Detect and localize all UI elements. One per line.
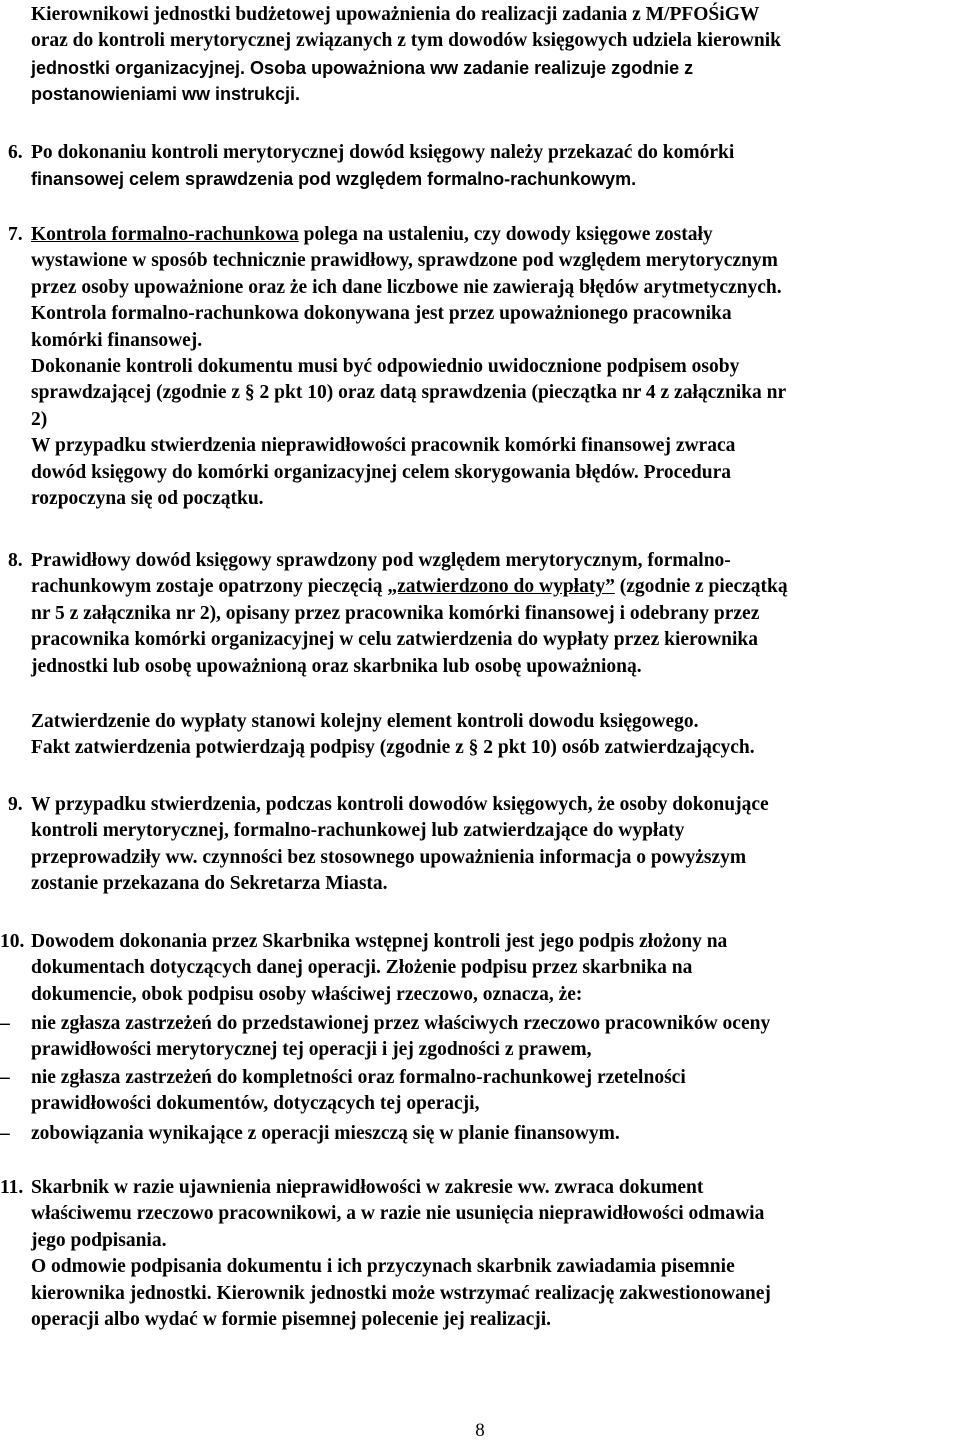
point-7	[31, 222, 956, 512]
point-8-number: 8.	[8, 550, 23, 571]
point-9-line-4: zostanie przekazana do Sekretarza Miasta.	[31, 873, 388, 895]
intro-line-4: postanowieniami ww instrukcji.	[31, 84, 301, 105]
point-10-dash-2	[31, 1065, 956, 1118]
point-7-underlined-term: Kontrola formalno-rachunkowa	[31, 224, 299, 245]
page-number: 8	[475, 1420, 485, 1441]
point-11-number: 11.	[0, 1177, 24, 1198]
point-7-line-9: W przypadku stwierdzenia nieprawidłowości pracownik komórki finansowej zwraca	[31, 435, 736, 457]
point-10-line-1: Dowodem dokonania przez Skarbnika wstępnej kontroli jest jego podpis złożony na	[31, 931, 728, 952]
point-10-dash-3	[31, 1121, 956, 1147]
dash-1-line-1: nie zgłasza zastrzeżeń do przedstawionej przez właściwych rzeczowo pracowników oceny	[31, 1013, 771, 1034]
point-6-number: 6.	[8, 142, 23, 163]
point-7-line-2: wystawione w sposób technicznie prawidłowy, sprawdzone pod względem merytorycznym	[31, 250, 778, 272]
point-10-line-2: dokumentach dotyczących danej operacji. Złożenie podpisu przez skarbnika na	[31, 957, 693, 979]
point-7-line-11: rozpoczyna się od początku.	[31, 488, 264, 510]
point-8-line-4: pracownika komórki organizacyjnej w celu zatwierdzenia do wypłaty przez kierownika	[31, 629, 759, 651]
dash-2: –	[0, 1067, 10, 1088]
point-9	[31, 792, 956, 898]
dash-3-line-1: zobowiązania wynikające z operacji mieszczą się w planie finansowym.	[31, 1123, 620, 1144]
dash-1-line-2: prawidłowości merytorycznej tej operacji i jej zgodności z prawem,	[31, 1039, 592, 1061]
point-6	[31, 140, 956, 193]
point-8-line-3: nr 5 z załącznika nr 2), opisany przez pracownika komórki finansowej i odebrany przez	[31, 602, 760, 624]
point-10	[31, 929, 956, 1008]
dash-2-line-2: prawidłowości dokumentów, dotyczących tej operacji,	[31, 1093, 480, 1115]
point-7-line-7: sprawdzającej (zgodnie z § 2 pkt 10) oraz datą sprawdzenia (pieczątka nr 4 z załącznika nr	[31, 382, 787, 404]
point-11-line-4: O odmowie podpisania dokumentu i ich przyczynach skarbnik zawiadamia pisemnie	[31, 1256, 735, 1278]
point-6-line-2: finansowej celem sprawdzenia pod względem formalno-rachunkowym.	[31, 169, 637, 190]
point-7-line-1: Kontrola formalno-rachunkowa polega na ustaleniu, czy dowody księgowe zostały	[31, 224, 713, 245]
point-9-line-2: kontroli merytorycznej, formalno-rachunkowej lub zatwierdzające do wypłaty	[31, 820, 685, 842]
point-7-line-8: 2)	[31, 408, 48, 430]
point-10-number: 10.	[0, 931, 25, 952]
point-11-line-1: Skarbnik w razie ujawnienia nieprawidłowości w zakresie ww. zwraca dokument	[31, 1177, 704, 1198]
point-7-number: 7.	[8, 224, 23, 245]
point-11	[31, 1175, 956, 1333]
point-8-approval	[31, 709, 956, 762]
point-8-line-1: Prawidłowy dowód księgowy sprawdzony pod względem merytorycznym, formalno-	[31, 550, 731, 571]
point-9-line-1: W przypadku stwierdzenia, podczas kontroli dowodów księgowych, że osoby dokonujące	[31, 794, 769, 815]
point-11-line-2: właściwemu rzeczowo pracownikowi, a w razie nie usunięcia nieprawidłowości odmawia	[31, 1203, 765, 1225]
point-11-line-6: operacji albo wydać w formie pisemnej polecenie jej realizacji.	[31, 1309, 552, 1331]
point-7-line-6: Dokonanie kontroli dokumentu musi być odpowiednio uwidocznione podpisem osoby	[31, 356, 740, 378]
point-8-line-5: jednostki lub osobę upoważnioną oraz skarbnika lub osobę upoważnioną.	[31, 655, 642, 677]
point-11-line-3: jego podpisania.	[31, 1229, 167, 1251]
point-7-line-5: komórki finansowej.	[31, 329, 203, 351]
intro-line-3: jednostki organizacyjnej. Osoba upoważniona ww zadanie realizuje zgodnie z	[31, 57, 694, 78]
point-8	[31, 548, 956, 680]
point-8-line-7: Fakt zatwierdzenia potwierdzają podpisy (zgodnie z § 2 pkt 10) osób zatwierdzających.	[31, 737, 755, 759]
point-8-line-2: rachunkowym zostaje opatrzony pieczęcią „zatwierdzono do wypłaty” (zgodnie z pieczątką	[31, 576, 788, 598]
point-10-dash-1	[31, 1011, 956, 1064]
point-10-line-3: dokumencie, obok podpisu osoby właściwej rzeczowo, oznacza, że:	[31, 983, 583, 1005]
point-8-line-6: Zatwierdzenie do wypłaty stanowi kolejny element kontroli dowodu księgowego.	[31, 711, 699, 732]
dash-2-line-1: nie zgłasza zastrzeżeń do kompletności oraz formalno-rachunkowej rzetelności	[31, 1067, 686, 1088]
dash-1: –	[0, 1013, 10, 1034]
point-7-line-3: przez osoby upoważnione oraz że ich dane liczbowe nie zawierają błędów arytmetycznych.	[31, 276, 782, 298]
intro-line-1: Kierownikowi jednostki budżetowej upoważnienia do realizacji zadania z M/PFOŚiGW	[31, 4, 760, 25]
intro-paragraph	[31, 2, 956, 108]
point-7-line-4: Kontrola formalno-rachunkowa dokonywana jest przez upoważnionego pracownika	[31, 303, 732, 325]
intro-line-2: oraz do kontroli merytorycznej związanych z tym dowodów księgowych udziela kierownik	[31, 30, 781, 52]
point-6-line-1: Po dokonaniu kontroli merytorycznej dowód księgowy należy przekazać do komórki	[31, 142, 735, 163]
point-7-line-10: dowód księgowy do komórki organizacyjnej celem skorygowania błędów. Procedura	[31, 461, 732, 483]
point-9-number: 9.	[8, 794, 23, 815]
point-9-line-3: przeprowadziły ww. czynności bez stosownego upoważnienia informacja o powyższym	[31, 846, 747, 868]
approval-stamp-text: „zatwierdzono do wypłaty”	[387, 576, 615, 598]
dash-3: –	[0, 1123, 10, 1144]
point-11-line-5: kierownika jednostki. Kierownik jednostki może wstrzymać realizację zakwestionowanej	[31, 1282, 771, 1304]
